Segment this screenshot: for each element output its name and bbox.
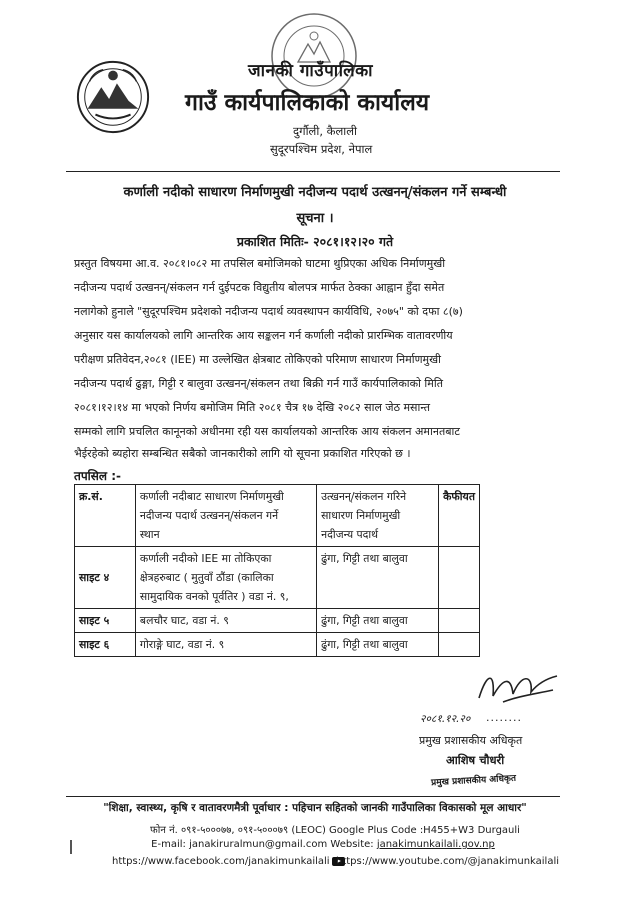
body-line: सम्मको लागि प्रचलित कानूनको अधीनमा रही यस कार्यालयको आन्तरिक आय संकलन अमानतबाट bbox=[74, 425, 460, 438]
body-line: प्रस्तुत विषयमा आ.व. २०८१।०८२ मा तपसिल बमोजिमको घाटमा थुप्रिएका अधिक निर्माणमुखी bbox=[74, 257, 446, 270]
body-line: २०८१।१२।१४ मा भएको निर्णय बमोजिम मिति २०८१ चैत्र १७ देखि २०८२ साल जेठ मसान्त bbox=[74, 401, 430, 414]
email-label: E-mail: bbox=[151, 839, 190, 850]
published-date: प्रकाशित मितिः- २०८१।१२।२० गते bbox=[236, 234, 394, 249]
table-header-row bbox=[75, 485, 480, 547]
body-line: नलागेको हुनाले "सुदूरपश्चिम प्रदेशको नदीजन्य पदार्थ व्यवस्थापन कार्यविधि, २०७५" को दफा ८(७) bbox=[74, 305, 463, 318]
header-place: कर्णाली नदीबाट साधारण निर्माणमुखी नदीजन्य पदार्थ उत्खनन्/संकलन गर्ने स्थान bbox=[135, 485, 316, 547]
body-line: अनुसार यस कार्यालयको लागि आन्तरिक आय सङ्कलन गर्न कर्णाली नदीको प्रारम्भिक वातावरणीय bbox=[74, 329, 453, 342]
officer-stamp: प्रमुख प्रशासकीय अधिकृत bbox=[430, 773, 517, 789]
remarks-cell bbox=[439, 609, 480, 633]
table-row bbox=[75, 547, 480, 609]
signature-scribble-icon bbox=[473, 668, 563, 710]
office-province: सुदूरपश्चिम प्रदेश, नेपाल bbox=[270, 142, 373, 156]
nepal-emblem-icon bbox=[74, 58, 152, 136]
schedule-label: तपसिल :- bbox=[74, 469, 121, 483]
email-link[interactable]: janakiruralmun@gmail.com bbox=[189, 839, 328, 850]
header-remarks: कैफीयत bbox=[439, 485, 480, 547]
place-cell: गोराङ्गे घाट, वडा नं. ९ bbox=[135, 633, 316, 657]
officer-title: प्रमुख प्रशासकीय अधिकृत bbox=[419, 734, 523, 747]
signature-line: ........ bbox=[486, 711, 522, 724]
signature-date: २०८१.१२.२० bbox=[420, 713, 471, 725]
site-cell: साइट ४ bbox=[75, 547, 136, 609]
youtube-link[interactable]: https://www.youtube.com/@janakimunkailali bbox=[336, 856, 560, 867]
table-row bbox=[75, 633, 480, 657]
sites-table bbox=[74, 484, 480, 657]
material-cell: ढुंगा, गिट्टी तथा बालुवा bbox=[317, 633, 439, 657]
body-line: नदीजन्य पदार्थ उत्खनन्/संकलन गर्न दुईपटक विद्युतीय बोलपत्र मार्फत ठेक्का आह्वान हुँदा समेत bbox=[74, 281, 445, 294]
notice-title: कर्णाली नदीको साधारण निर्माणमुखी नदीजन्य पदार्थ उत्खनन्/संकलन गर्ने सम्बन्धी bbox=[123, 185, 507, 200]
body-line: भैईरहेको ब्यहोरा सम्बन्धित सबैको जानकारीको लागि यो सूचना प्रकाशित गरिएको छ । bbox=[74, 447, 411, 460]
office-name: गाउँ कार्यपालिकाको कार्यालय bbox=[185, 90, 430, 116]
material-cell: ढुंगा, गिट्टी तथा बालुवा bbox=[317, 609, 439, 633]
body-line: परीक्षण प्रतिवेदन,२०८१ (IEE) मा उल्लेखित क्षेत्रबाट तोकिएको परिमाण साधारण निर्माणमुखी bbox=[74, 353, 441, 366]
body-line: नदीजन्य पदार्थ ढुङ्गा, गिट्टी र बालुवा उत्खनन्/संकलन तथा बिक्री गर्न गाउँ कार्यपालिकाको मिति bbox=[74, 377, 443, 390]
header-sn: क्र.सं. bbox=[75, 485, 136, 547]
website-label: Website: bbox=[327, 839, 377, 850]
table-row bbox=[75, 609, 480, 633]
margin-mark bbox=[70, 840, 82, 854]
footer-contact bbox=[88, 839, 558, 850]
remarks-cell bbox=[439, 633, 480, 657]
site-cell: साइट ६ bbox=[75, 633, 136, 657]
footer-motto: "शिक्षा, स्वास्थ्य, कृषि र वातावरणमैत्री पूर्वाधार : पहिचान सहितको जानकी गाउँपालिका विकासको मूल आधार" bbox=[103, 802, 527, 814]
footer-divider bbox=[66, 796, 560, 797]
material-cell: ढुंगा, गिट्टी तथा बालुवा bbox=[317, 547, 439, 609]
place-cell: कर्णाली नदीको IEE मा तोकिएका क्षेत्रहरुबाट ( मुतुवाँ ठौंडा (कालिका सामुदायिक वनको पूर्वतिर ) वडा नं. ९, bbox=[135, 547, 316, 609]
header-divider bbox=[66, 171, 560, 172]
palika-name: जानकी गाउँपालिका bbox=[248, 61, 374, 81]
office-location: दुर्गौली, कैलाली bbox=[293, 124, 358, 138]
officer-name: आशिष चौधरी bbox=[446, 753, 505, 767]
header-material: उत्खनन्/संकलन गरिने साधारण निर्माणमुखी नदीजन्य पदार्थ bbox=[317, 485, 439, 547]
notice-title-suffix: सूचना । bbox=[296, 211, 334, 226]
website-link[interactable]: janakimunkailali.gov.np bbox=[376, 839, 495, 850]
remarks-cell bbox=[439, 547, 480, 609]
site-cell: साइट ५ bbox=[75, 609, 136, 633]
place-cell: बलचौर घाट, वडा नं. ९ bbox=[135, 609, 316, 633]
footer-phone: फोन नं. ०९१-५०००७७, ०९१-५०००७९ (LEOC) Google Plus Code :H455+W3 Durgauli bbox=[150, 825, 520, 836]
facebook-link[interactable]: https://www.facebook.com/janakimunkailali bbox=[112, 856, 347, 867]
